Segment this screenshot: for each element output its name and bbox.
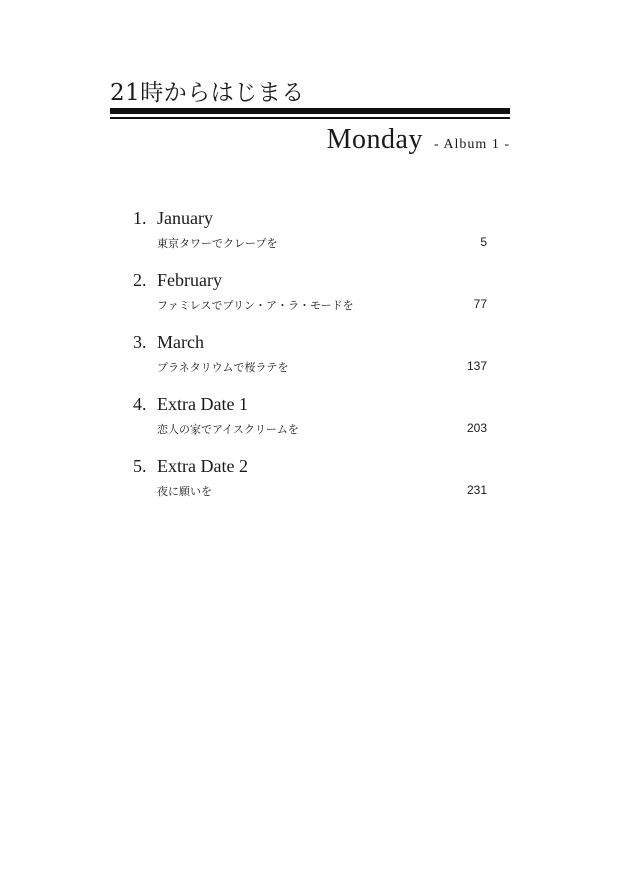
entry-title: February bbox=[157, 270, 222, 290]
entry-heading bbox=[133, 208, 213, 229]
table-of-contents bbox=[133, 208, 489, 518]
volume-heading bbox=[327, 124, 510, 156]
entry-number: 2. bbox=[133, 270, 147, 290]
toc-entry-4[interactable] bbox=[133, 394, 489, 456]
entry-heading bbox=[133, 394, 248, 415]
entry-subtitle: 東京タワーでクレープを bbox=[157, 237, 278, 250]
entry-subtitle: プラネタリウムで桜ラテを bbox=[157, 361, 289, 374]
entry-title: January bbox=[157, 208, 213, 228]
entry-page-number: 231 bbox=[466, 483, 487, 497]
entry-title: Extra Date 1 bbox=[157, 394, 248, 414]
entry-subtitle: 夜に願いを bbox=[157, 485, 212, 498]
toc-entry-1[interactable] bbox=[133, 208, 489, 270]
entry-title: Extra Date 2 bbox=[157, 456, 248, 476]
entry-heading bbox=[133, 270, 222, 291]
entry-page-number: 5 bbox=[480, 235, 487, 249]
entry-heading bbox=[133, 332, 204, 353]
header-rule-thin bbox=[110, 117, 510, 119]
series-title: 21時からはじまる bbox=[110, 80, 305, 106]
entry-page-number: 77 bbox=[473, 297, 487, 311]
header-rule-thick bbox=[110, 108, 510, 114]
entry-subtitle: ファミレスでプリン・ア・ラ・モードを bbox=[157, 299, 354, 312]
volume-subtitle: - Album 1 - bbox=[434, 137, 510, 152]
toc-entry-2[interactable] bbox=[133, 270, 489, 332]
toc-entry-5[interactable] bbox=[133, 456, 489, 518]
entry-number: 4. bbox=[133, 394, 147, 414]
entry-heading bbox=[133, 456, 248, 477]
entry-title: March bbox=[157, 332, 204, 352]
entry-number: 3. bbox=[133, 332, 147, 352]
entry-number: 5. bbox=[133, 456, 147, 476]
entry-number: 1. bbox=[133, 208, 147, 228]
entry-subtitle: 恋人の家でアイスクリームを bbox=[157, 423, 299, 436]
entry-page-number: 137 bbox=[466, 359, 487, 373]
toc-entry-3[interactable] bbox=[133, 332, 489, 394]
volume-title: Monday bbox=[326, 124, 423, 155]
entry-page-number: 203 bbox=[466, 421, 487, 435]
